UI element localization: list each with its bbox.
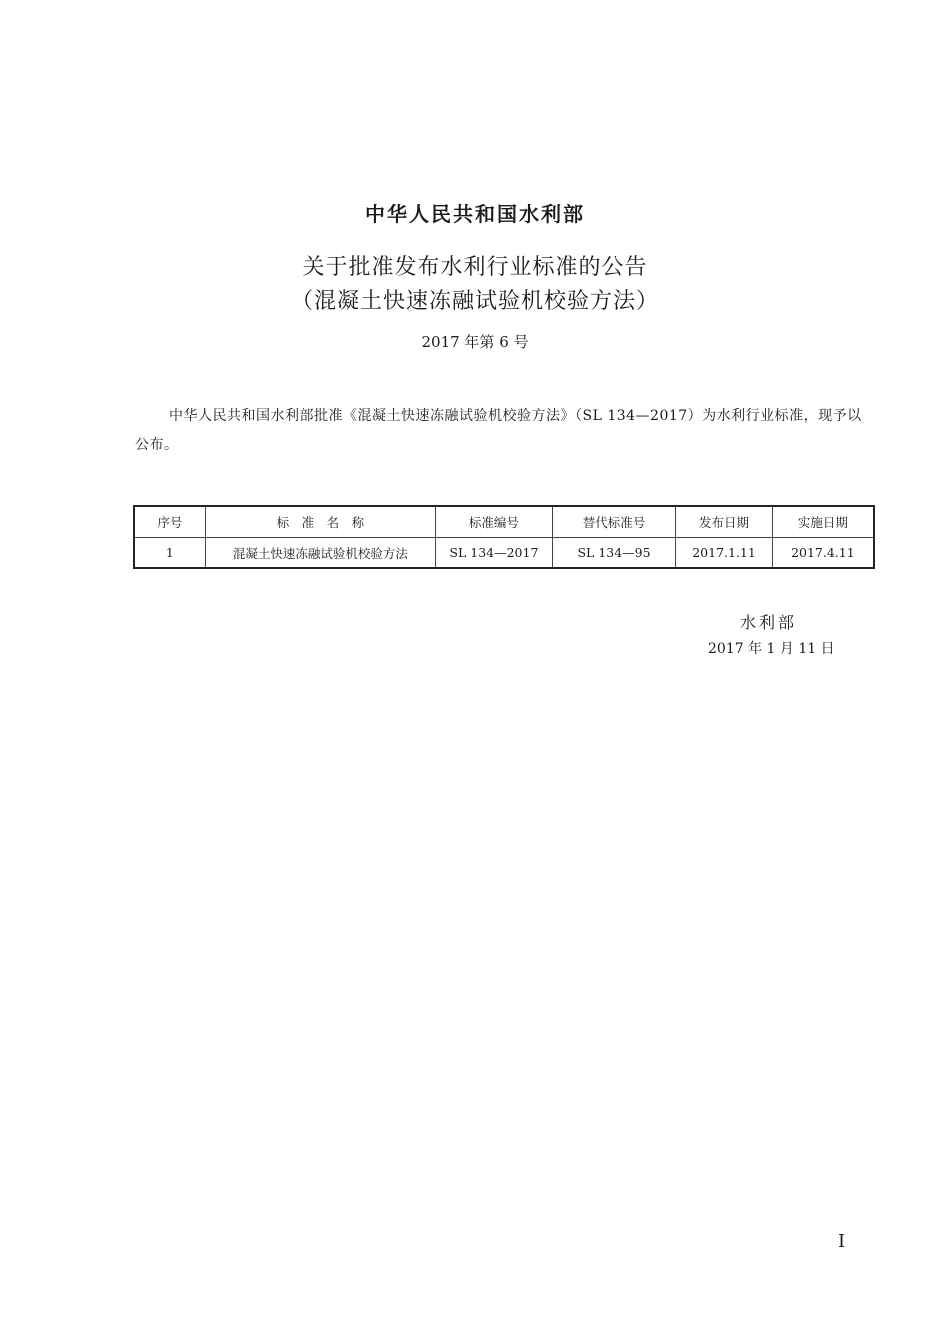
column-header: 发布日期 bbox=[676, 506, 772, 538]
ministry-name: 中华人民共和国水利部 bbox=[365, 202, 585, 226]
column-header: 序号 bbox=[134, 506, 205, 538]
column-header: 替代标准号 bbox=[552, 506, 676, 538]
announcement-title: 关于批准发布水利行业标准的公告 bbox=[302, 255, 648, 280]
table-cell: 2017.4.11 bbox=[772, 538, 874, 569]
column-header: 标准编号 bbox=[436, 506, 553, 538]
table-cell: 1 bbox=[134, 538, 205, 569]
announcement-number: 2017 年第 6 号 bbox=[421, 333, 529, 351]
column-header: 实施日期 bbox=[772, 506, 874, 538]
announcement-subtitle: （混凝土快速冻融试验机校验方法） bbox=[290, 289, 659, 314]
table-row bbox=[134, 538, 874, 569]
table-header-row bbox=[134, 506, 874, 538]
signature-date: 2017 年 1 月 11 日 bbox=[708, 641, 835, 657]
standards-table bbox=[133, 505, 875, 569]
table-cell: SL 134—95 bbox=[552, 538, 676, 569]
signature-organization: 水利部 bbox=[740, 613, 798, 632]
table-cell: 2017.1.11 bbox=[676, 538, 772, 569]
column-header: 标 准 名 称 bbox=[205, 506, 435, 538]
table-cell: SL 134—2017 bbox=[436, 538, 553, 569]
announcement-body: 中华人民共和国水利部批准《混凝土快速冻融试验机校验方法》（SL 134—2017）为水利行业标准，现予以公布。 bbox=[135, 408, 862, 453]
page-number: I bbox=[838, 1231, 846, 1252]
table-cell: 混凝土快速冻融试验机校验方法 bbox=[205, 538, 435, 569]
